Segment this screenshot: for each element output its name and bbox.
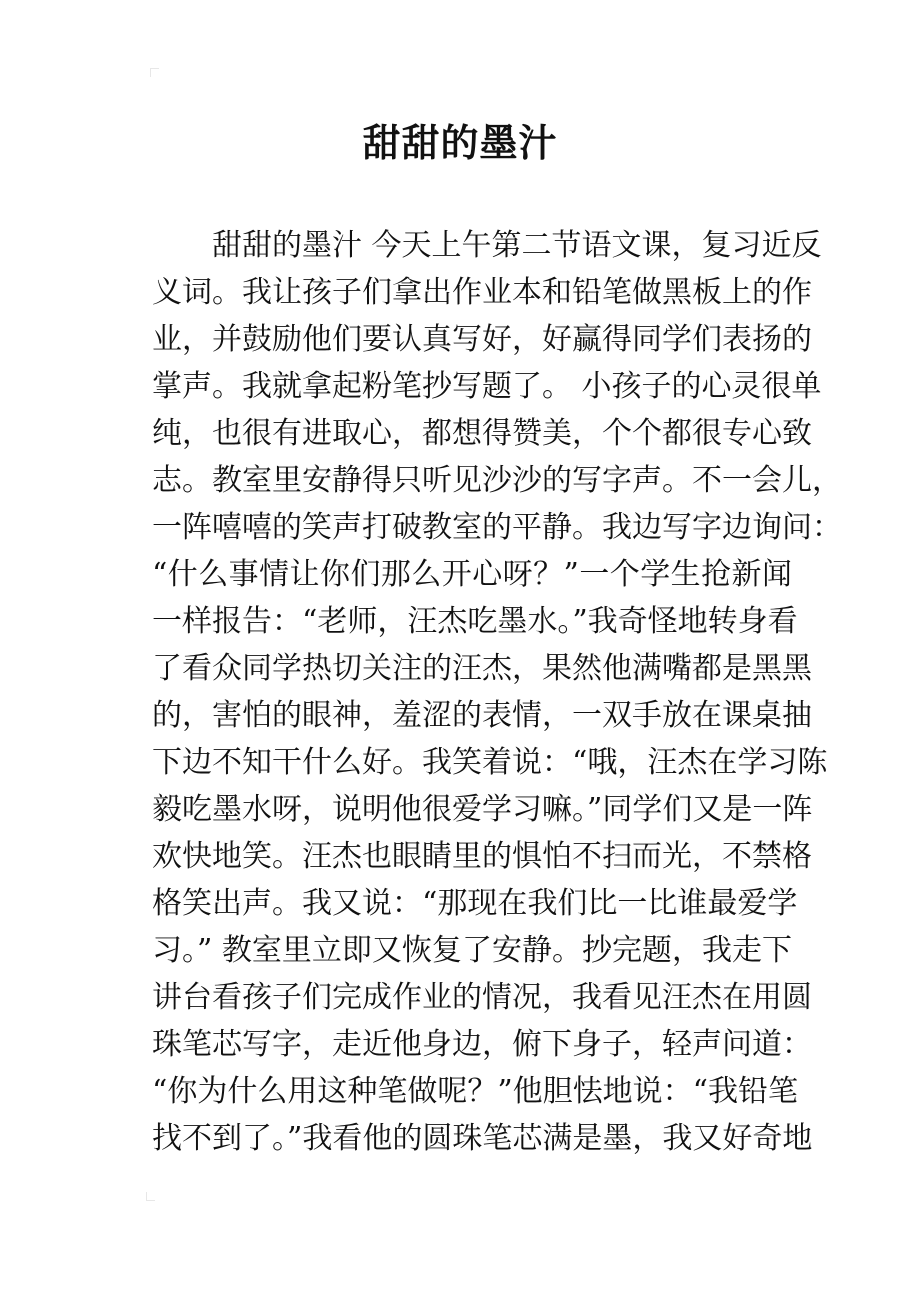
text-line: 欢快地笑。汪杰也眼睛里的惧怕不扫而光，不禁格 [152, 839, 812, 874]
text-line: 纯，也很有进取心，都想得赞美，个个都很专心致 [152, 416, 812, 451]
text-line: 下边不知干什么好。我笑着说：“哦，汪杰在学习陈 [152, 745, 828, 780]
text-line: 志。教室里安静得只听见沙沙的写字声。不一会儿， [152, 463, 842, 498]
text-line: 找不到了。”我看他的圆珠笔芯满是墨，我又好奇地 [152, 1121, 813, 1156]
text-line: 业，并鼓励他们要认真写好，好赢得同学们表扬的 [152, 322, 812, 357]
text-line: 一阵嘻嘻的笑声打破教室的平静。我边写字边询问： [152, 510, 842, 545]
crop-mark [150, 68, 159, 77]
text-line: 毅吃墨水呀，说明他很爱学习嘛。”同学们又是一阵 [152, 792, 813, 827]
body-text [152, 222, 842, 1162]
text-line: “什么事情让你们那么开心呀？”一个学生抢新闻 [152, 557, 792, 592]
text-line: 的，害怕的眼神，羞涩的表情，一双手放在课桌抽 [152, 698, 812, 733]
text-line: 珠笔芯写字，走近他身边，俯下身子，轻声问道： [152, 1027, 812, 1062]
text-line: 讲台看孩子们完成作业的情况，我看见汪杰在用圆 [152, 980, 812, 1015]
text-line: 甜甜的墨汁 今天上午第二节语文课，复习近反 [152, 228, 822, 263]
text-line: 格笑出声。我又说：“那现在我们比一比谁最爱学 [152, 886, 798, 921]
text-line: 习。” 教室里立即又恢复了安静。抄完题，我走下 [152, 933, 792, 968]
crop-mark [146, 1192, 155, 1201]
text-line: “你为什么用这种笔做呢？”他胆怯地说：“我铅笔 [152, 1074, 799, 1109]
text-line: 一样报告：“老师，汪杰吃墨水。”我奇怪地转身看 [152, 604, 798, 639]
text-line: 了看众同学热切关注的汪杰，果然他满嘴都是黑黑 [152, 651, 812, 686]
text-line: 义词。我让孩子们拿出作业本和铅笔做黑板上的作 [152, 275, 812, 310]
document-title: 甜甜的墨汁 [362, 121, 558, 165]
text-line: 掌声。我就拿起粉笔抄写题了。 小孩子的心灵很单 [152, 369, 822, 404]
